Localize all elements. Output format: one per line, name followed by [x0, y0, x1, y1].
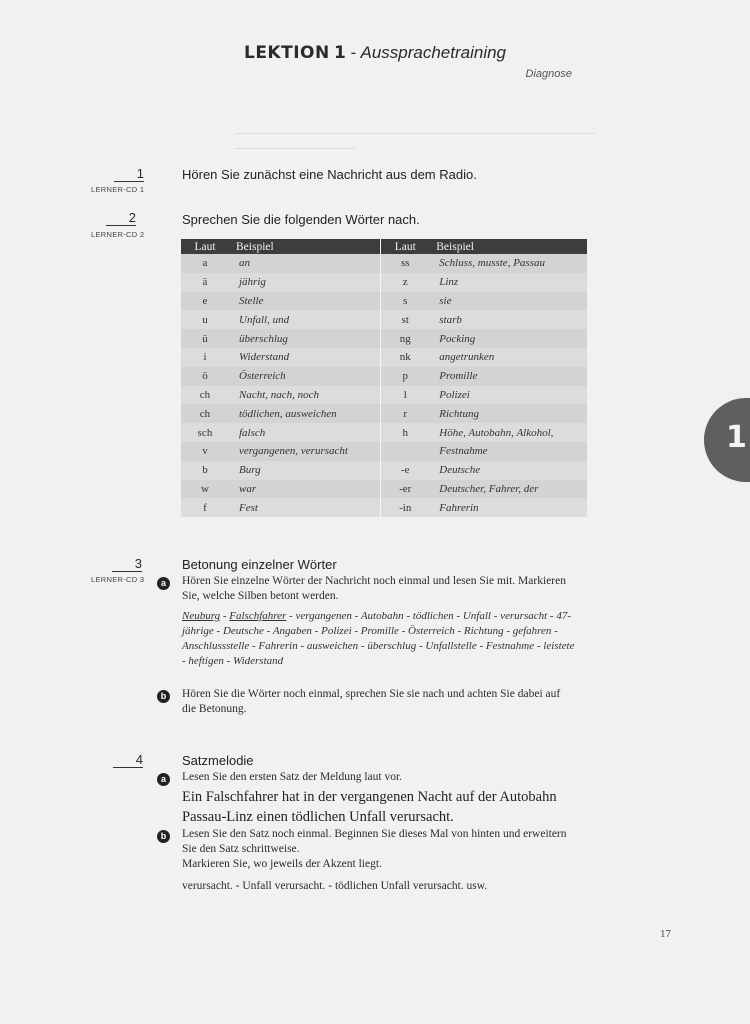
table-cell-laut: ng — [399, 332, 411, 345]
table-cell-laut: -er — [399, 482, 412, 495]
table-cell-laut: ä — [202, 276, 208, 289]
table-header-beispiel-2: Beispiel — [429, 239, 587, 254]
exercise-4b-text: Lesen Sie den Satz noch einmal. Beginnen Sie dieses Mal von hinten und erweitern Sie den Satz schrittweise. — [182, 828, 567, 855]
table-cell-laut: l — [403, 388, 407, 401]
table-cell-laut: s — [403, 294, 408, 307]
table-cell-laut: ü — [202, 332, 208, 345]
table-row — [181, 442, 587, 461]
underlined-word-falschfahrer: Falschfahrer — [229, 610, 287, 622]
table-header-laut-1: Laut — [181, 239, 229, 254]
table-cell-beispiel: Widerstand — [229, 348, 381, 367]
page-header — [0, 43, 750, 63]
table-row — [181, 404, 587, 423]
table-header-laut-2: Laut — [381, 239, 430, 254]
table-cell-beispiel: Promille — [439, 370, 478, 383]
table-cell-laut: u — [202, 313, 208, 326]
exercise-3-word-list — [182, 609, 577, 669]
table-cell-beispiel: Höhe, Autobahn, Alkohol, — [439, 426, 554, 439]
table-cell-beispiel: Festnahme — [439, 445, 488, 458]
table-cell-laut: p — [402, 370, 408, 383]
exercise-4a-badge: a — [157, 773, 170, 786]
table-cell-beispiel: Richtung — [439, 407, 479, 420]
table-row — [181, 292, 587, 311]
table-cell-beispiel: tödlichen, ausweichen — [229, 404, 381, 423]
exercise-2-number: 2 — [106, 211, 136, 226]
section-label: Diagnose — [525, 68, 572, 80]
table-cell-beispiel: starb — [439, 313, 462, 326]
page-number: 17 — [660, 928, 671, 940]
table-cell-beispiel: war — [229, 480, 381, 499]
exercise-3b-badge: b — [157, 690, 170, 703]
exercise-1-cd: LERNER-CD 1 — [91, 185, 145, 194]
table-cell-beispiel: Pocking — [439, 332, 476, 345]
lektion-label: LEKTION — [243, 43, 330, 63]
table-cell-laut: e — [202, 294, 208, 307]
table-row — [181, 461, 587, 480]
exercise-4-example: verursacht. - Unfall verursacht. - tödlichen Unfall verursacht. usw. — [182, 880, 488, 892]
table-cell-beispiel: Österreich — [229, 367, 381, 386]
exercise-4-sentence: Ein Falschfahrer hat in der vergangenen Nacht auf der Autobahn Passau-Linz einen tödlichen Unfall verursacht. — [182, 789, 557, 825]
exercise-1-title: Hören Sie zunächst eine Nachricht aus dem Radio. — [182, 167, 477, 182]
table-cell-beispiel: angetrunken — [439, 351, 495, 364]
exercise-3-cd: LERNER-CD 3 — [91, 575, 145, 584]
table-cell-beispiel: überschlug — [229, 329, 381, 348]
header-separator: - — [350, 43, 357, 62]
exercise-4-number: 4 — [113, 753, 143, 768]
table-row — [181, 329, 587, 348]
table-row — [181, 423, 587, 442]
table-cell-beispiel: sie — [439, 294, 452, 307]
table-cell-laut: i — [203, 351, 207, 364]
table-cell-laut: -in — [399, 501, 412, 514]
table-cell-laut: ö — [202, 370, 208, 383]
table-cell-laut: v — [202, 445, 208, 458]
chapter-tab — [704, 398, 750, 482]
table-cell-beispiel: Burg — [229, 461, 381, 480]
exercise-2-cd: LERNER-CD 2 — [91, 230, 145, 239]
table-cell-beispiel: vergangenen, verursacht — [229, 442, 381, 461]
table-cell-beispiel: Linz — [439, 276, 459, 289]
word-list-rest: - vergangenen - Autobahn - tödlichen - Unfall - verursacht - 47-jährige - Deutsche - Angaben - Polizei - Promille - Österreich - Richtung - gefahren - Anschlussstelle - Fahrerin - ausweichen - überschlug - Unfallstelle - Festnahme - leistete - heftigen - Widerstand — [182, 610, 575, 667]
table-cell-beispiel: Deutscher, Fahrer, der — [439, 482, 539, 495]
word-separator: - — [220, 610, 230, 622]
lektion-subtitle: Aussprachetraining — [360, 43, 507, 62]
table-cell-laut: a — [202, 257, 208, 270]
exercise-3-number: 3 — [112, 557, 142, 572]
table-row — [181, 254, 587, 273]
exercise-2-title: Sprechen Sie die folgenden Wörter nach. — [182, 212, 420, 227]
table-row — [181, 498, 587, 517]
table-cell-beispiel: Polizei — [439, 388, 470, 401]
table-cell-laut: z — [402, 276, 408, 289]
exercise-3a-badge: a — [157, 577, 170, 590]
table-cell-beispiel: Unfall, und — [229, 310, 381, 329]
exercise-3b-text: Hören Sie die Wörter noch einmal, sprechen Sie sie nach und achten Sie dabei auf die Betonung. — [182, 688, 561, 715]
table-cell-beispiel: jährig — [229, 273, 381, 292]
table-body — [181, 254, 587, 517]
lektion-number: 1 — [333, 43, 347, 63]
table-cell-beispiel: Fahrerin — [439, 501, 479, 514]
exercise-4b-badge: b — [157, 830, 170, 843]
table-cell-beispiel: Deutsche — [439, 464, 481, 477]
table-cell-laut: h — [402, 426, 408, 439]
table-cell-beispiel: Schluss, musste, Passau — [439, 257, 545, 270]
table-cell-laut: -e — [400, 464, 410, 477]
table-cell-laut: w — [201, 482, 209, 495]
table-cell-laut: r — [403, 407, 408, 420]
table-cell-laut: nk — [399, 351, 411, 364]
exercise-4-title: Satzmelodie — [182, 753, 254, 768]
table-cell-laut: ss — [400, 257, 410, 270]
table-row — [181, 480, 587, 499]
table-cell-beispiel: Stelle — [229, 292, 381, 311]
table-cell-laut: st — [401, 313, 409, 326]
table-cell-laut — [381, 442, 430, 461]
table-cell-beispiel: Fest — [229, 498, 381, 517]
table-cell-laut: f — [203, 501, 207, 514]
sound-table — [181, 239, 587, 517]
exercise-3-title: Betonung einzelner Wörter — [182, 557, 337, 572]
bleed-through — [235, 123, 595, 149]
table-row — [181, 386, 587, 405]
table-cell-laut: ch — [199, 388, 211, 401]
table-row — [181, 273, 587, 292]
table-cell-laut: ch — [199, 407, 211, 420]
table-row — [181, 348, 587, 367]
table-cell-laut: b — [202, 464, 208, 477]
table-cell-laut: sch — [197, 426, 213, 439]
exercise-4a-text: Lesen Sie den ersten Satz der Meldung laut vor. — [182, 771, 403, 783]
exercise-4b-text-2: Markieren Sie, wo jeweils der Akzent liegt. — [182, 858, 382, 870]
table-cell-beispiel: Nacht, nach, noch — [229, 386, 381, 405]
underlined-word-neuburg: Neuburg — [182, 610, 221, 622]
exercise-1-number: 1 — [114, 167, 144, 182]
table-header-row — [181, 239, 587, 254]
table-cell-beispiel: falsch — [229, 423, 381, 442]
exercise-3a-text: Hören Sie einzelne Wörter der Nachricht noch einmal und lesen Sie mit. Markieren Sie, welche Silben betont werden. — [182, 575, 566, 602]
table-cell-beispiel: an — [229, 254, 381, 273]
chapter-tab-number: 1 — [726, 420, 747, 455]
table-row — [181, 310, 587, 329]
table-header-beispiel-1: Beispiel — [229, 239, 381, 254]
table-row — [181, 367, 587, 386]
